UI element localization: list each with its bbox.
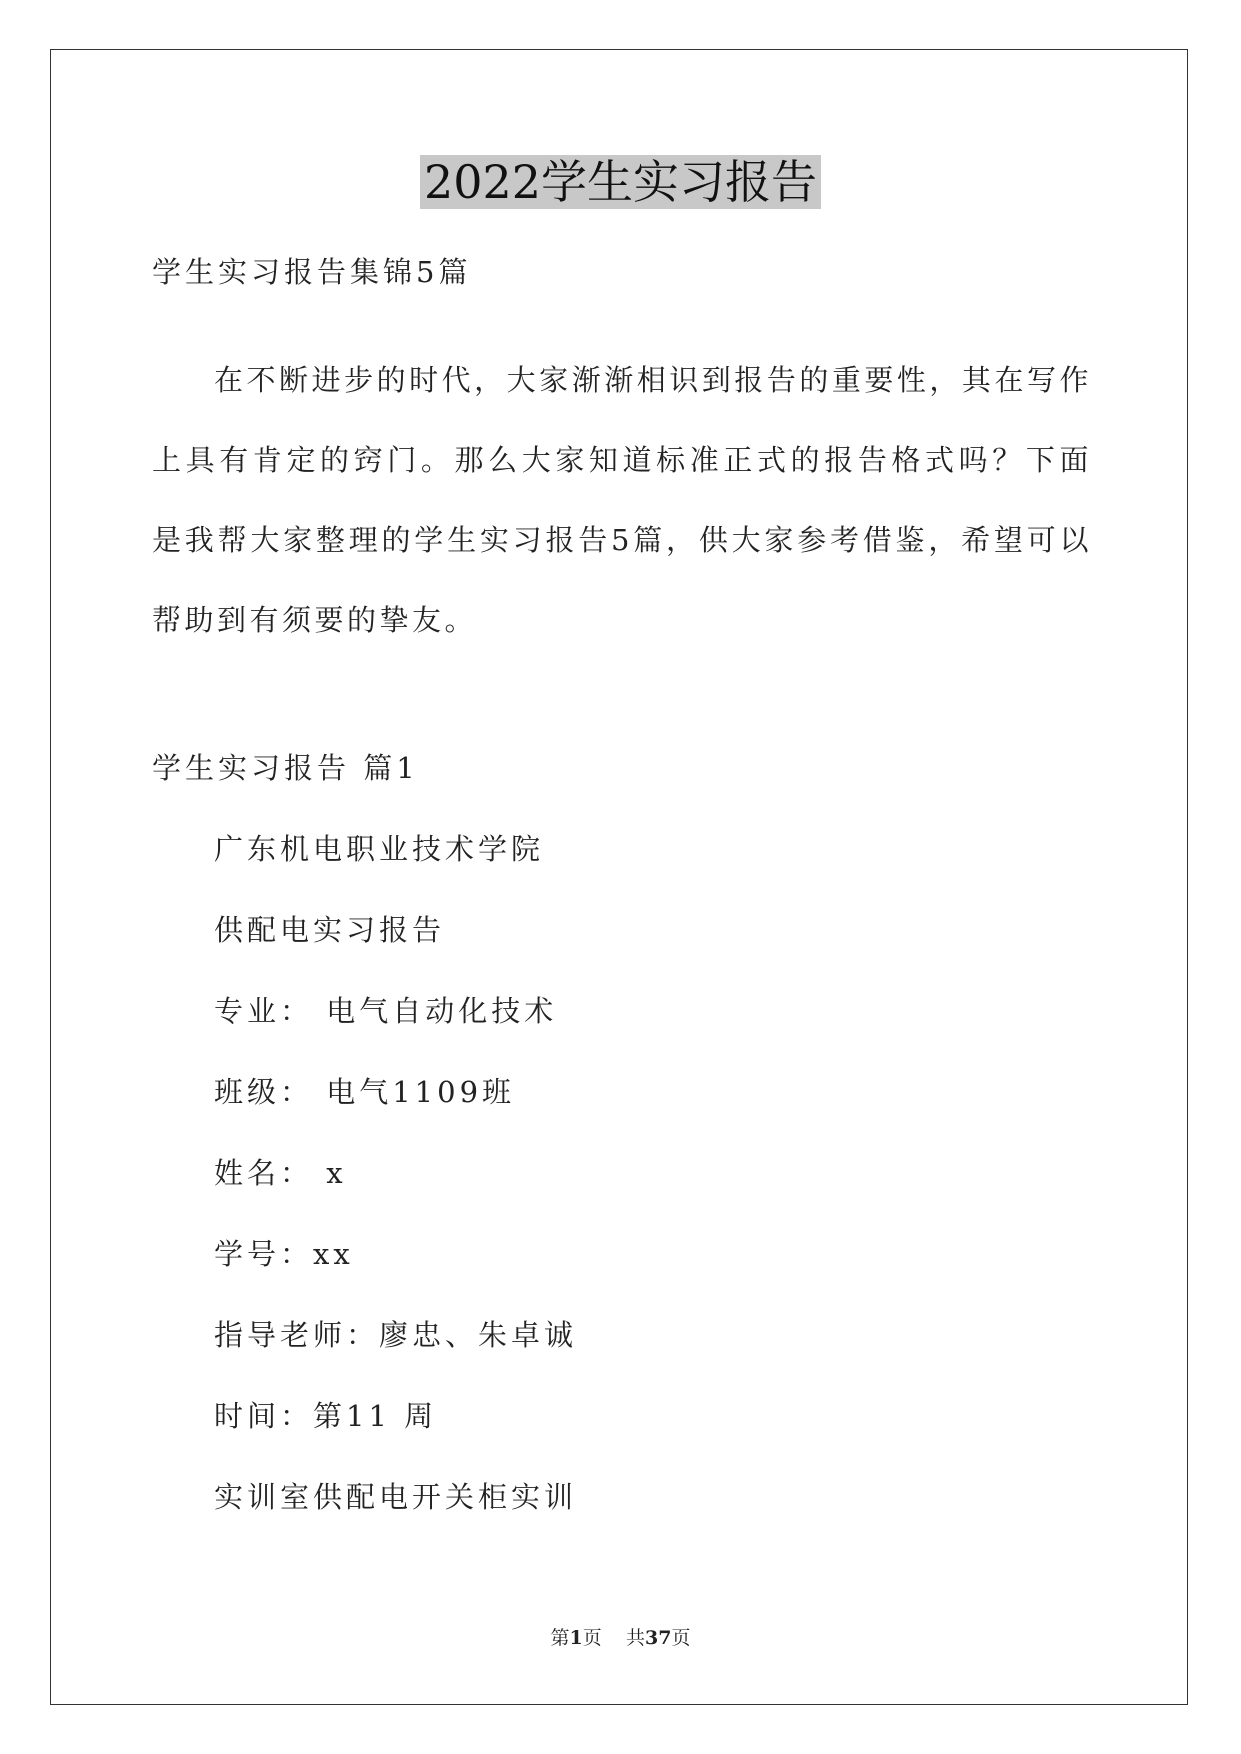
info-line-training: 实训室供配电开关柜实训	[214, 1480, 578, 1514]
info-line-name: 姓名： x	[214, 1156, 347, 1190]
info-line-class: 班级： 电气1109班	[214, 1075, 516, 1109]
footer-page-prefix: 第	[550, 1627, 570, 1649]
document-title-text: 2022学生实习报告	[420, 155, 821, 209]
document-title	[0, 152, 1241, 212]
footer-page-number: 1	[569, 1627, 583, 1649]
document-subtitle: 学生实习报告集锦5篇	[152, 255, 472, 289]
section-heading: 学生实习报告 篇1	[152, 751, 419, 785]
info-line-time: 时间：第11 周	[214, 1399, 438, 1433]
info-line-student-id: 学号：xx	[214, 1237, 354, 1271]
info-line-report-name: 供配电实习报告	[214, 913, 446, 947]
page-border	[50, 49, 1188, 1705]
intro-paragraph: 在不断进步的时代，大家渐渐相识到报告的重要性，其在写作上具有肯定的窍门。那么大家知道标准正式的报告格式吗？下面是我帮大家整理的学生实习报告5篇，供大家参考借鉴，希望可以帮助到有须要的挚友。	[152, 363, 1092, 637]
info-line-advisor: 指导老师：廖忠、朱卓诚	[214, 1318, 578, 1352]
info-line-school: 广东机电职业技术学院	[214, 832, 545, 866]
footer-total-prefix: 共	[625, 1627, 645, 1649]
footer-total-pages: 37	[644, 1627, 672, 1649]
page-footer	[0, 1623, 1241, 1650]
footer-page-suffix: 页	[582, 1627, 602, 1649]
info-line-major: 专业： 电气自动化技术	[214, 994, 558, 1028]
footer-total-suffix: 页	[671, 1627, 691, 1649]
